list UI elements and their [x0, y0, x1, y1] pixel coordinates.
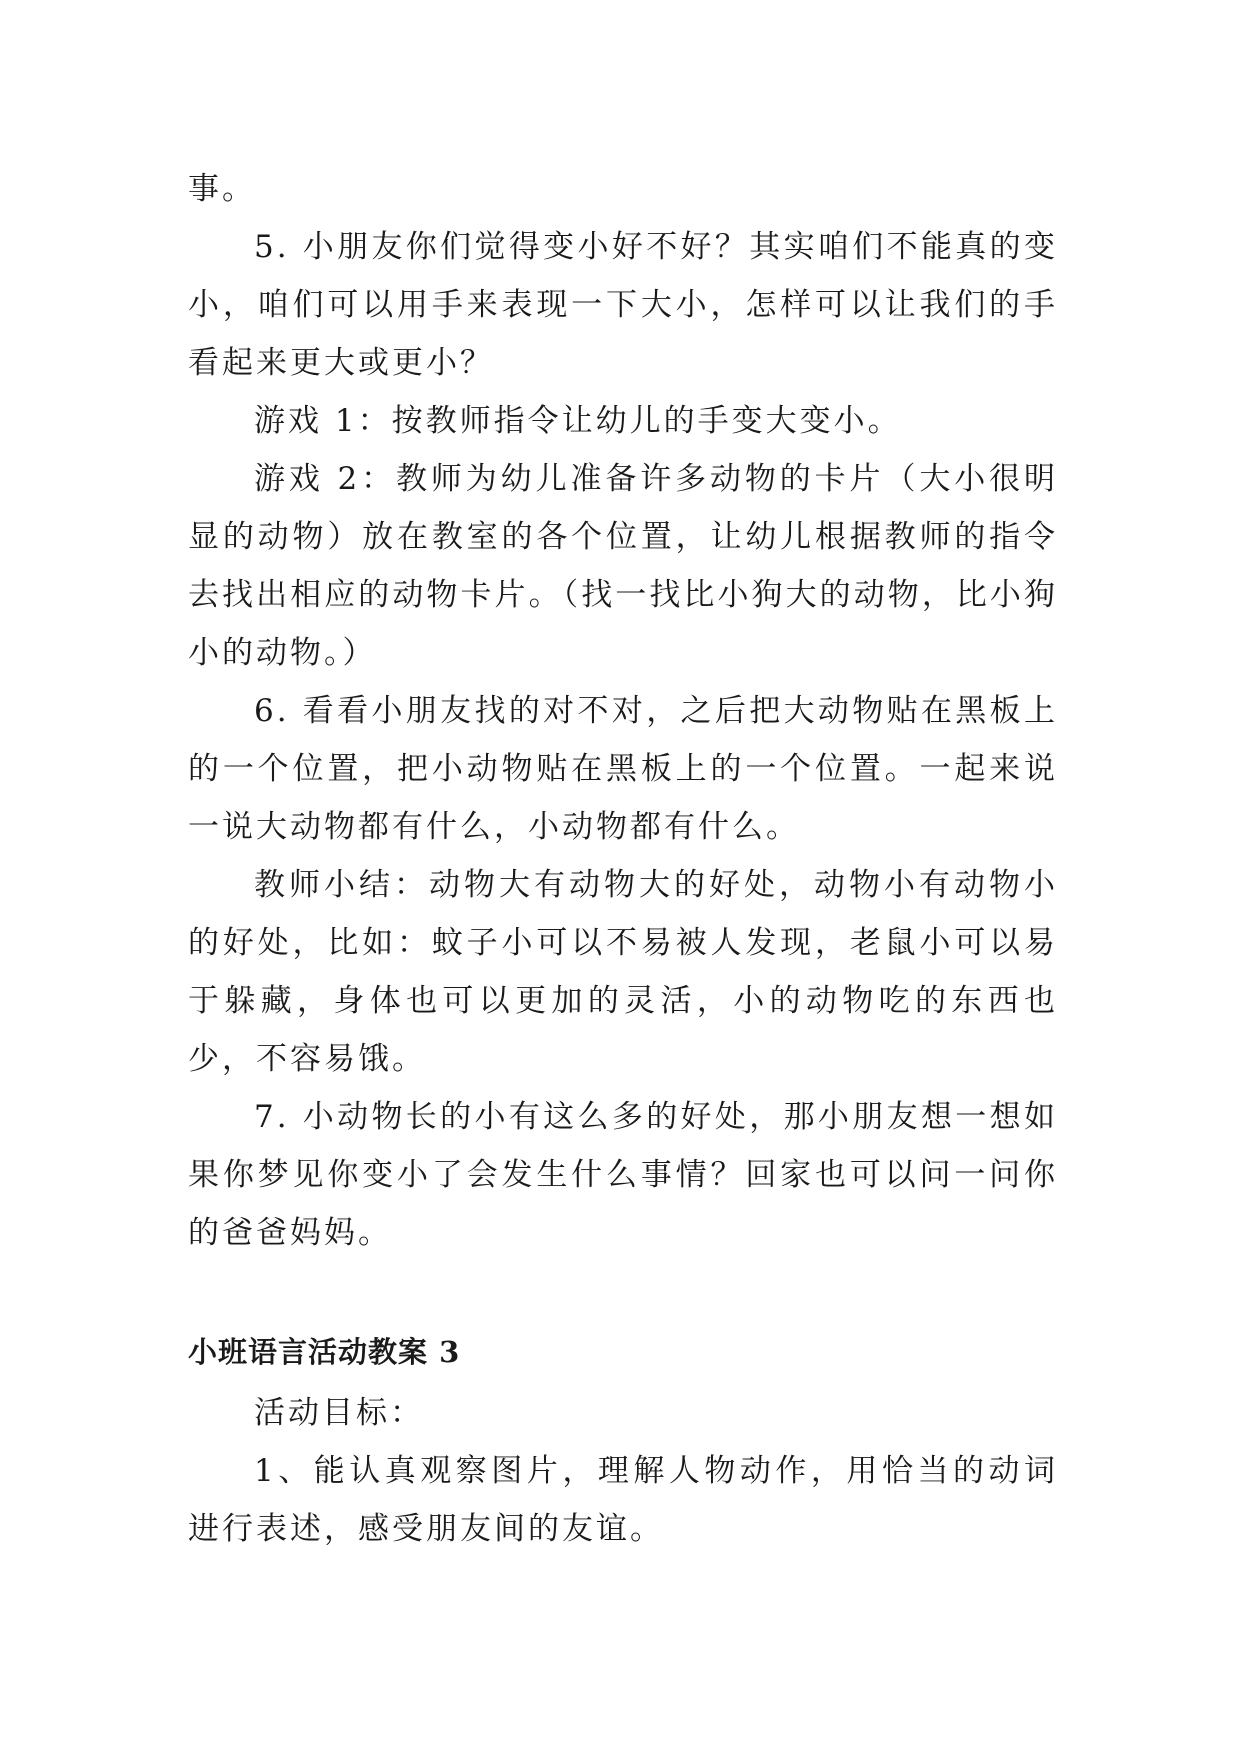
paragraph-activity-goal-1: 1、能认真观察图片，理解人物动作，用恰当的动词进行表述，感受朋友间的友谊。	[188, 1453, 1058, 1547]
paragraph-continuation: 事。	[188, 171, 256, 207]
paragraph-step-5: 5. 小朋友你们觉得变小好不好？其实咱们不能真的变小，咱们可以用手来表现一下大小，怎样可以让我们的手看起来更大或更小？	[188, 229, 1058, 381]
section-spacer	[188, 1262, 1058, 1320]
paragraph-teacher-summary: 教师小结：动物大有动物大的好处，动物小有动物小的好处，比如：蚊子小可以不易被人发现，老鼠小可以易于躲藏，身体也可以更加的灵活，小的动物吃的东西也少，不容易饿。	[188, 867, 1058, 1077]
paragraph-game-2: 游戏 2：教师为幼儿准备许多动物的卡片（大小很明显的动物）放在教室的各个位置，让幼儿根据教师的指令去找出相应的动物卡片。（找一找比小狗大的动物，比小狗小的动物。）	[188, 461, 1058, 671]
document-page	[188, 160, 1058, 1558]
paragraph-game-1: 游戏 1：按教师指令让幼儿的手变大变小。	[254, 403, 902, 439]
paragraph-step-7: 7. 小动物长的小有这么多的好处，那小朋友想一想如果你梦见你变小了会发生什么事情？回家也可以问一问你的爸爸妈妈。	[188, 1099, 1058, 1251]
section-title: 小班语言活动教案 3	[188, 1335, 461, 1369]
paragraph-activity-goal-heading: 活动目标：	[254, 1395, 424, 1431]
paragraph-step-6: 6. 看看小朋友找的对不对，之后把大动物贴在黑板上的一个位置，把小动物贴在黑板上的一个位置。一起来说一说大动物都有什么，小动物都有什么。	[188, 693, 1058, 845]
